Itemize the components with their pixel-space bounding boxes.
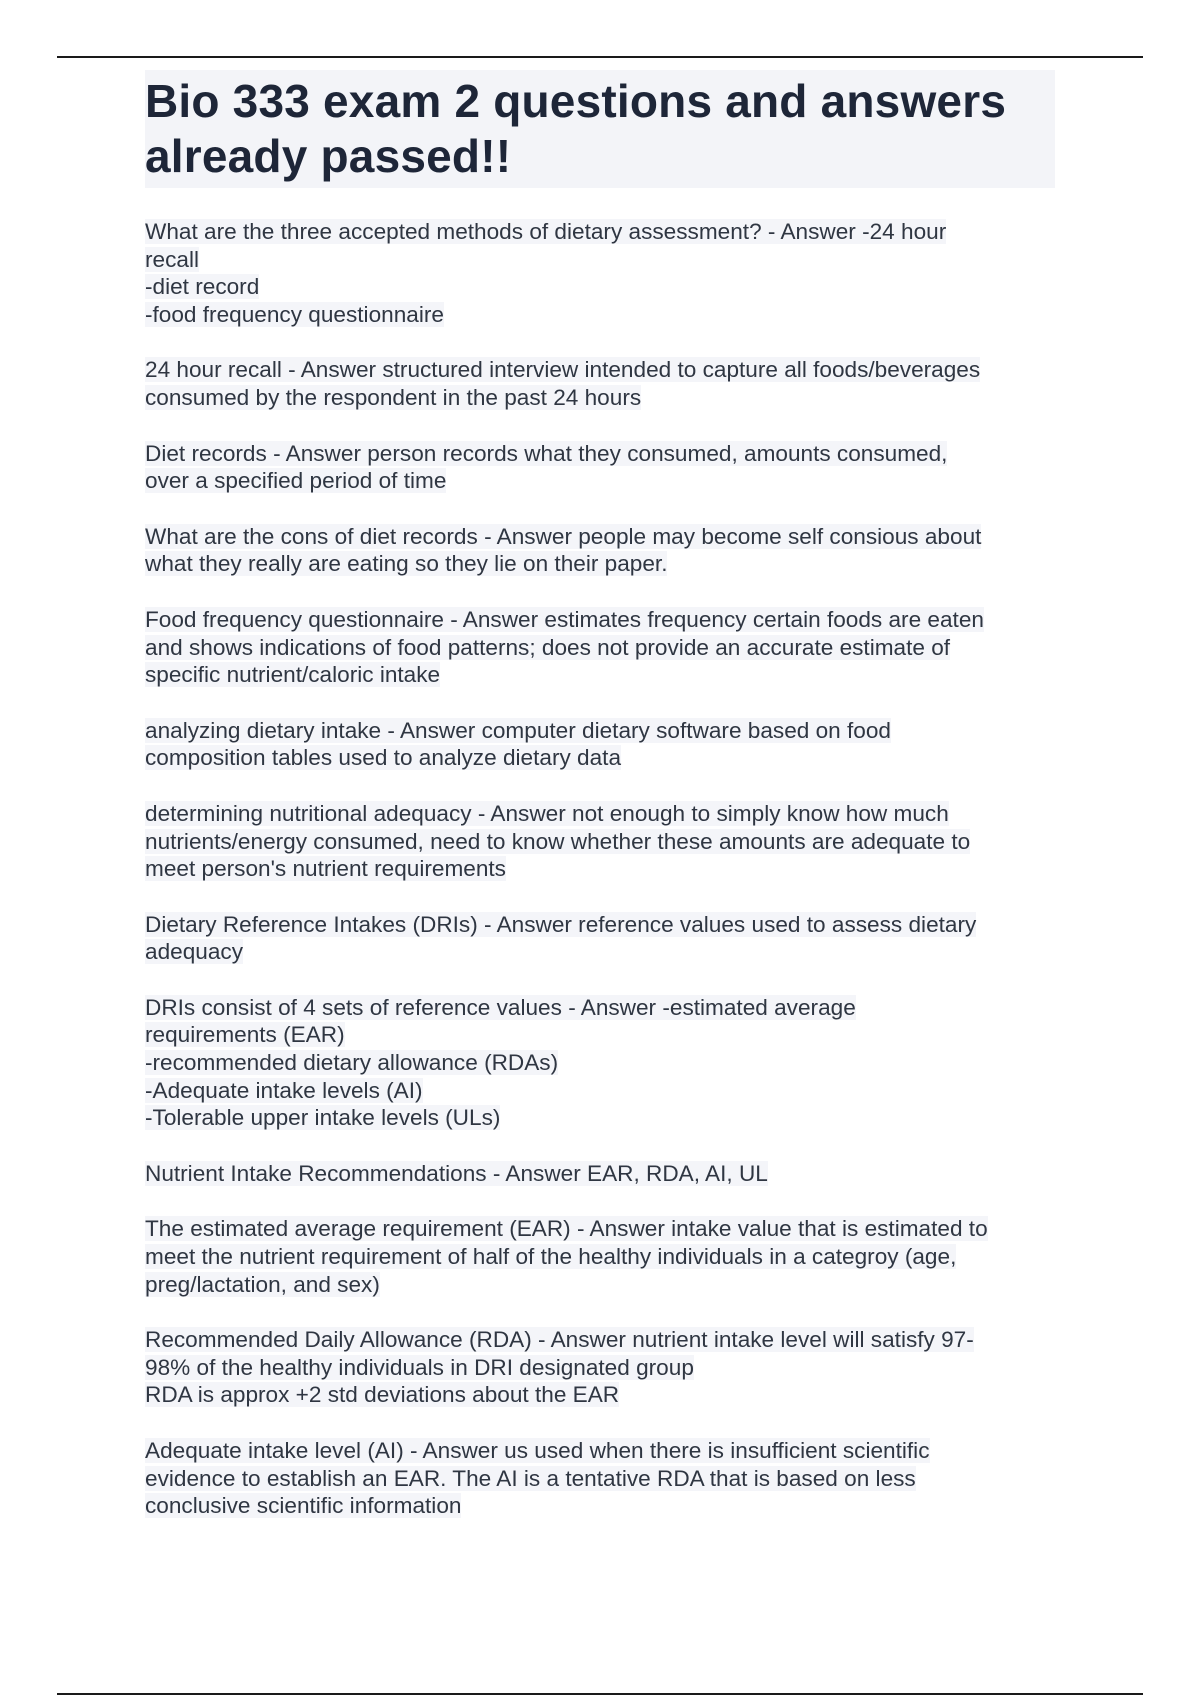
qa-item xyxy=(145,1160,1055,1188)
qa-line: nutrients/energy consumed, need to know whether these amounts are adequate to xyxy=(145,828,971,854)
qa-line: Recommended Daily Allowance (RDA) - Answer nutrient intake level will satisfy 97- xyxy=(145,1327,974,1353)
qa-line: Nutrient Intake Recommendations - Answer EAR, RDA, AI, UL xyxy=(145,1160,768,1186)
top-rule xyxy=(57,56,1143,58)
qa-line: DRIs consist of 4 sets of reference values - Answer -estimated average xyxy=(145,994,856,1020)
qa-line: composition tables used to analyze dietary data xyxy=(145,745,622,771)
qa-line: The estimated average requirement (EAR) - Answer intake value that is estimated to xyxy=(145,1216,988,1242)
qa-line: -Tolerable upper intake levels (ULs) xyxy=(145,1105,501,1131)
qa-line: evidence to establish an EAR. The AI is a tentative RDA that is based on less xyxy=(145,1465,916,1491)
qa-line: -Adequate intake levels (AI) xyxy=(145,1077,423,1103)
qa-list xyxy=(145,218,1055,1520)
qa-line: what they really are eating so they lie on their paper. xyxy=(145,551,668,577)
qa-line: over a specified period of time xyxy=(145,468,447,494)
qa-line: determining nutritional adequacy - Answer not enough to simply know how much xyxy=(145,800,949,826)
qa-item xyxy=(145,1326,1055,1409)
qa-line: 24 hour recall - Answer structured interview intended to capture all foods/beverages xyxy=(145,357,981,383)
qa-line: Adequate intake level (AI) - Answer us used when there is insufficient scientific xyxy=(145,1438,930,1463)
bottom-rule xyxy=(57,1693,1143,1695)
qa-line: consumed by the respondent in the past 24 hours xyxy=(145,384,642,410)
qa-item xyxy=(145,717,1055,772)
qa-line: and shows indications of food patterns; does not provide an accurate estimate of xyxy=(145,634,951,660)
qa-item xyxy=(145,911,1055,966)
document-page xyxy=(145,70,1055,1520)
qa-line: meet the nutrient requirement of half of the healthy individuals in a categroy (age, xyxy=(145,1244,957,1270)
qa-item xyxy=(145,994,1055,1132)
qa-line: meet person's nutrient requirements xyxy=(145,856,506,882)
title-line: already passed!! xyxy=(145,130,512,182)
qa-line: preg/lactation, and sex) xyxy=(145,1271,380,1297)
qa-line: recall xyxy=(145,246,199,272)
title-line: Bio 333 exam 2 questions and answers xyxy=(145,75,1007,127)
qa-line: analyzing dietary intake - Answer computer dietary software based on food xyxy=(145,717,892,743)
qa-line: 98% of the healthy individuals in DRI designated group xyxy=(145,1354,694,1380)
qa-line: requirements (EAR) xyxy=(145,1022,345,1048)
qa-line: specific nutrient/caloric intake xyxy=(145,662,441,688)
qa-line: conclusive scientific information xyxy=(145,1493,462,1519)
qa-line: Diet records - Answer person records what they consumed, amounts consumed, xyxy=(145,440,948,466)
qa-item xyxy=(145,356,1055,411)
qa-item xyxy=(145,218,1055,328)
qa-line: What are the three accepted methods of dietary assessment? - Answer -24 hour xyxy=(145,219,947,244)
qa-item xyxy=(145,1215,1055,1298)
qa-line: What are the cons of diet records - Answer people may become self consious about xyxy=(145,523,982,549)
qa-item xyxy=(145,440,1055,495)
qa-item xyxy=(145,800,1055,883)
document-title xyxy=(145,70,1055,188)
qa-line: Dietary Reference Intakes (DRIs) - Answer reference values used to assess dietary xyxy=(145,911,977,937)
qa-item xyxy=(145,606,1055,689)
qa-line: RDA is approx +2 std deviations about the EAR xyxy=(145,1382,620,1408)
qa-item xyxy=(145,1437,1055,1520)
qa-item xyxy=(145,523,1055,578)
qa-line: Food frequency questionnaire - Answer estimates frequency certain foods are eaten xyxy=(145,606,984,632)
qa-line: adequacy xyxy=(145,939,243,965)
qa-line: -food frequency questionnaire xyxy=(145,301,444,327)
qa-line: -recommended dietary allowance (RDAs) xyxy=(145,1050,559,1076)
qa-line: -diet record xyxy=(145,274,260,300)
